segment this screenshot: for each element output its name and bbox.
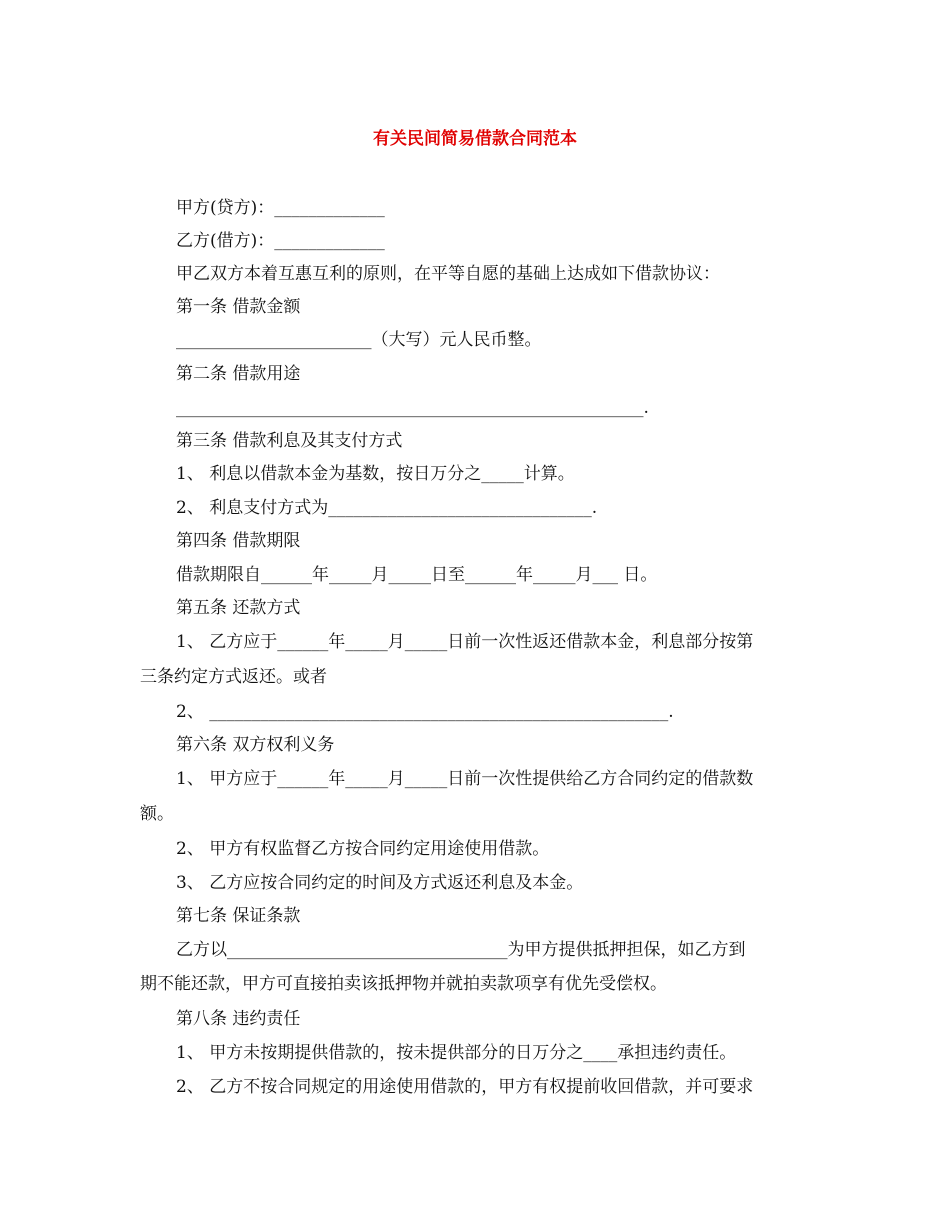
clause-line: 乙方以_________________________________为甲方提供抵押担保，如乙方到 (176, 940, 746, 960)
clause-line: 2、 利息支付方式为_______________________________. (176, 498, 598, 518)
clause-line: _______________________________________________________. (176, 398, 649, 418)
clause-line: 1、 甲方未按期提供借款的，按未提供部分的日万分之____承担违约责任。 (176, 1043, 737, 1063)
clause-line: 1、 乙方应于______年_____月_____日前一次性返还借款本金，利息部分按第 (176, 632, 754, 652)
article-heading: 第二条 借款用途 (176, 364, 301, 384)
article-heading: 第八条 违约责任 (176, 1009, 301, 1029)
clause-line: 1、 甲方应于______年_____月_____日前一次性提供给乙方合同约定的借款数 (176, 769, 754, 789)
article-heading: 第四条 借款期限 (176, 531, 301, 551)
clause-line: 借款期限自______年_____月_____日至______年_____月___ 日。 (176, 565, 658, 585)
article-heading: 第一条 借款金额 (176, 297, 301, 317)
clause-line: 额。 (140, 804, 174, 824)
clause-line: _______________________（大写）元人民币整。 (176, 330, 542, 350)
clause-line: 3、 乙方应按合同约定的时间及方式返还利息及本金。 (176, 873, 584, 893)
article-heading: 第六条 双方权利义务 (176, 735, 335, 755)
clause-line: 期不能还款，甲方可直接拍卖该抵押物并就拍卖款项享有优先受偿权。 (140, 974, 667, 994)
clause-line: 2、 甲方有权监督乙方按合同约定用途使用借款。 (176, 839, 550, 859)
article-heading: 第三条 借款利息及其支付方式 (176, 431, 403, 451)
document-title: 有关民间简易借款合同范本 (373, 129, 577, 149)
clause-line: 甲乙双方本着互惠互利的原则，在平等自愿的基础上达成如下借款协议： (176, 264, 720, 284)
clause-line: 三条约定方式返还。或者 (140, 667, 327, 687)
clause-line: 2、 ______________________________________________________. (176, 702, 674, 722)
article-heading: 第七条 保证条款 (176, 906, 301, 926)
clause-line: 乙方(借方)：_____________ (176, 231, 385, 251)
clause-line: 甲方(贷方)：_____________ (176, 198, 385, 218)
article-heading: 第五条 还款方式 (176, 598, 301, 618)
clause-line: 2、 乙方不按合同规定的用途使用借款的，甲方有权提前收回借款，并可要求 (176, 1077, 754, 1097)
clause-line: 1、 利息以借款本金为基数，按日万分之_____计算。 (176, 464, 575, 484)
